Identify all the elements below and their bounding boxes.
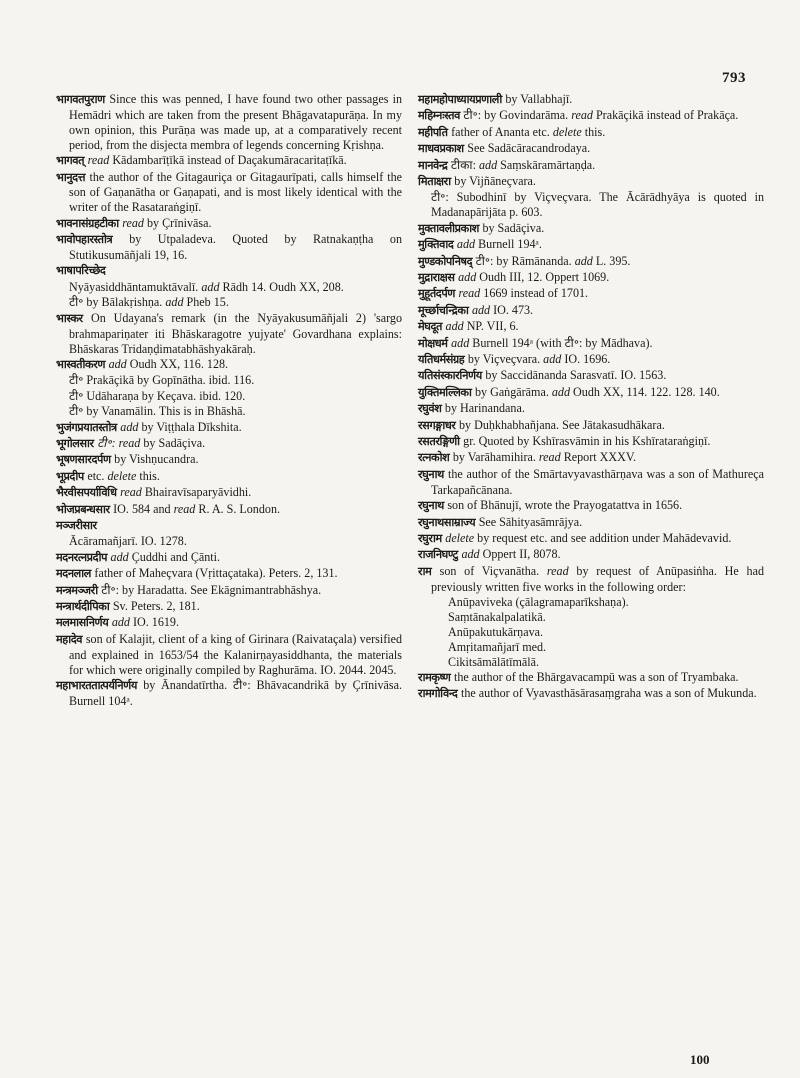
entry-headword: मिताक्षरा	[418, 175, 451, 189]
entry-text: by Vishṇucandra.	[114, 452, 199, 467]
entry-subtext: Nyāyasiddhāntamuktāvalī.	[69, 279, 199, 294]
entry-headword: युक्तिमल्लिका	[418, 385, 472, 399]
index-entry	[56, 311, 402, 357]
index-entry	[56, 469, 402, 485]
index-entry	[56, 295, 402, 310]
index-entry	[56, 518, 402, 534]
index-entry	[56, 357, 402, 373]
index-entry	[418, 270, 764, 286]
entry-instruction: add	[456, 237, 476, 252]
entry-headword: रघुनाथ	[418, 499, 444, 513]
entry-subtext: टी॰ Prakāçikā by Gopīnātha. ibid. 116.	[69, 373, 255, 388]
index-entry	[56, 263, 402, 279]
entry-subtext: टी॰ by Vanamālin. This is in Bhāshā.	[69, 404, 246, 419]
entry-text: Rādh 14. Oudh XX, 208.	[222, 279, 344, 294]
index-entry	[418, 515, 764, 531]
entry-headword: रघुनाथ	[418, 467, 444, 481]
entry-text: the author of the Smārtavyavasthārṇava was a son of Mathureça Tarkapañcānana.	[431, 466, 764, 497]
index-entry	[418, 368, 764, 384]
entry-headword: रघुवंश	[418, 402, 442, 416]
entry-headword: मन्त्रार्थदीपिका	[56, 600, 110, 613]
sublist-item: Saṃtānakalpalatikā.	[448, 610, 546, 624]
entry-text: Pheb 15.	[186, 295, 229, 310]
entry-text: father of Maheçvara (Vṛittaçataka). Peters. 2, 131.	[94, 566, 338, 581]
entry-headword: मोक्षधर्म	[418, 336, 448, 350]
entry-text: by Harinandana.	[444, 401, 525, 416]
entry-headword: महादेव	[56, 632, 83, 646]
index-entry	[56, 232, 402, 263]
index-entry	[418, 498, 764, 514]
entry-headword: भावनासंग्रहटीका	[56, 216, 119, 230]
entry-instruction: read	[87, 153, 110, 168]
entry-instruction: read	[120, 485, 142, 500]
index-entry	[418, 108, 764, 124]
entry-instruction: read	[458, 286, 481, 301]
entry-headword: मुण्डकोपनिषद्	[418, 254, 473, 268]
entry-text-2: Prakāçikā instead of Prakāça.	[595, 108, 739, 123]
entry-text-2: this.	[139, 468, 160, 483]
index-entry	[418, 125, 764, 141]
entry-headword: मदनरत्नप्रदीप	[56, 550, 108, 564]
entry-text: son of Viçvanātha.	[439, 563, 540, 578]
entry-text: Bhairavīsaparyāvidhi.	[144, 485, 252, 500]
entry-text-2: L. 395.	[595, 253, 631, 268]
index-entry	[56, 404, 402, 419]
entry-subtext: Ācāramañjarī. IO. 1278.	[69, 534, 187, 549]
index-entry	[418, 418, 764, 434]
entry-headword: भुजंगप्रयातस्तोत्र	[56, 420, 117, 434]
entry-text: by Varāhamihira.	[452, 450, 536, 465]
entry-headword: भोजप्रबन्धसार	[56, 502, 110, 516]
entry-text: Kādambarīṭīkā instead of Daçakumāracaritaṭīkā.	[112, 153, 347, 168]
index-entry	[418, 547, 764, 563]
entry-text: Sv. Peters. 2, 181.	[112, 599, 200, 613]
entry-instruction: add	[120, 419, 139, 434]
entry-text: Oudh XX, 116. 128.	[129, 356, 229, 371]
index-entry	[418, 450, 764, 466]
entry-headword: रसगङ्गाधर	[418, 418, 456, 432]
entry-subtext: टी॰: Subodhinī by Viçveçvara. The Ācārādhyāya is quoted in Madanapārijāta p. 603.	[431, 190, 764, 220]
entry-text: by Sadāçiva.	[482, 220, 545, 235]
entry-text: Oppert II, 8078.	[482, 547, 561, 562]
entry-text: Çuddhi and Çānti.	[131, 549, 221, 564]
index-entry	[418, 141, 764, 157]
index-entry	[418, 286, 764, 302]
entry-headword: मुहूर्तदर्पण	[418, 287, 455, 301]
index-entry	[56, 485, 402, 501]
index-entry	[418, 352, 764, 368]
entry-text: by Utpaladeva. Quoted by Ratnakaṇṭha on Stutikusumāñjali 19, 16.	[69, 232, 402, 263]
entry-instruction: add	[458, 269, 477, 284]
entry-text: the author of the Gitagauriça or Gitagaurīpati, calls himself the son of Gaṇanātha or Gaṇapati, and is most likely identical with the writer of the Rasataraṅgiṇī.	[69, 169, 402, 215]
entry-text: NP. VII, 6.	[466, 319, 519, 334]
index-entry	[56, 420, 402, 436]
entry-headword: महामहोपाध्यायप्रणाली	[418, 93, 502, 106]
index-entry	[56, 373, 402, 388]
index-entry	[418, 237, 764, 253]
entry-text: by Viṭṭhala Dīkshita.	[141, 419, 242, 434]
entry-text-2: Saṃskāramārtaṇḍa.	[500, 157, 596, 172]
entry-headword: रत्नकोश	[418, 451, 450, 465]
page-number: 793	[722, 70, 746, 86]
index-entry	[56, 615, 402, 631]
entry-headword: राम	[418, 564, 432, 578]
index-entry	[56, 566, 402, 582]
index-entry	[56, 170, 402, 216]
entry-headword: भास्वतीकरण	[56, 357, 106, 371]
entry-text: the author of the Bhārgavacampū was a son of Tryambaka.	[453, 669, 739, 684]
entry-headword: मुक्तिवाद	[418, 238, 454, 252]
entry-headword: भानुदत्त	[56, 170, 86, 184]
entry-headword: भैरवीसपर्याविधि	[56, 486, 117, 500]
sublist-item: Anūpakutukārṇava.	[448, 624, 544, 639]
entry-text: by Çrīnivāsa.	[147, 215, 212, 230]
entry-instruction: add	[461, 547, 480, 562]
entry-text: टीका:	[450, 157, 476, 172]
entry-headword: यतिसंस्कारनिर्णय	[418, 369, 482, 383]
index-entry	[56, 550, 402, 566]
footer-number: 100	[690, 1052, 710, 1067]
entry-text: Burnell 194ᵃ (with टी॰: by Mādhava).	[472, 335, 653, 350]
entry-headword: राजनिघण्टु	[418, 548, 458, 562]
entry-headword: माधवप्रकाश	[418, 142, 464, 156]
index-entry	[56, 452, 402, 468]
entry-instruction: add	[445, 319, 464, 334]
entry-instruction: read	[571, 108, 593, 123]
index-entry	[418, 221, 764, 237]
entry-text: टी॰: by Govindarāma.	[463, 108, 569, 123]
index-entry	[418, 336, 764, 352]
left-column	[56, 92, 402, 709]
index-entry	[56, 502, 402, 518]
entry-headword: भूप्रदीप	[56, 469, 84, 483]
entry-headword: भूगोलसार	[56, 436, 94, 450]
entry-instruction: add	[108, 356, 127, 371]
entry-text: Since this was penned, I have found two other passages in Hemādri which are taken from the present Bhāgavatapurāṇa. In my own opinion, this Purāṇa was made up, at a comparatively recent period, from the disjecta membra of legends concerning Kṛishṇa.	[69, 92, 402, 152]
entry-instruction: add	[551, 384, 571, 399]
entry-headword: मन्त्रमञ्जरी	[56, 583, 98, 597]
entry-headword: रामकृष्ण	[418, 670, 451, 684]
index-entry	[56, 280, 402, 295]
entry-text: by Vallabhajī.	[505, 92, 573, 106]
entry-headword: भागवतपुराण	[56, 93, 105, 106]
entry-subtext: टी॰ Udāharaṇa by Keçava. ibid. 120.	[69, 388, 246, 403]
entry-text: etc.	[87, 468, 105, 483]
entry-instruction: delete	[552, 124, 582, 139]
index-entry	[56, 599, 402, 615]
index-entry	[56, 632, 402, 678]
index-entry	[418, 467, 764, 498]
index-entry	[418, 303, 764, 319]
index-entry	[418, 174, 764, 190]
index-entry	[56, 216, 402, 232]
entry-text: by Gaṅgārāma.	[474, 384, 549, 399]
entry-text: son of Bhānujī, wrote the Prayogatattva in 1656.	[447, 498, 683, 513]
entry-text: टी॰: by Haradatta. See Ekāgnimantrabhāshya.	[101, 582, 322, 597]
entry-instruction-2: delete	[107, 468, 137, 483]
entry-text: On Udayana's remark (in the Nyāyakusumāñjali 2) 'sargo brahmapariṇater iti Bhāskaragotre yujyate' Govardhana explains: Bhāskaras Tridaṇḍimatabhāshyakāraḥ.	[69, 310, 402, 356]
entry-instruction: add	[451, 335, 470, 350]
entry-text: by Viçveçvara.	[467, 352, 541, 366]
index-entry	[56, 534, 402, 549]
index-entry	[418, 670, 764, 686]
index-entry	[418, 92, 764, 108]
entry-headword: महिम्नःस्तव	[418, 109, 460, 123]
entry-text-2: Oudh XX, 114. 122. 128. 140.	[573, 384, 720, 399]
entry-instruction: add	[543, 352, 562, 366]
index-entry	[56, 92, 402, 153]
index-entry	[56, 153, 402, 169]
entry-headword: महाभारततात्पर्यनिर्णय	[56, 679, 137, 693]
entry-text: by Ānandatīrtha. टी॰: Bhāvacandrikā by Çrīnivāsa. Burnell 104ᵃ.	[69, 678, 402, 708]
entry-headword: रघुराम	[418, 531, 442, 545]
entry-text: gr. Quoted by Kshīrasvāmin in his Kshīrataraṅgiṇī.	[463, 434, 711, 449]
index-entry	[418, 434, 764, 450]
index-entry	[56, 678, 402, 709]
entry-text: by Vijñāneçvara.	[454, 174, 536, 189]
index-entry	[418, 531, 764, 547]
entry-headword: भूषणसारदर्पण	[56, 453, 111, 467]
entry-headword: यतिधर्मसंग्रह	[418, 353, 465, 366]
entry-headword: रघुनाथसाम्राज्य	[418, 515, 476, 529]
entry-text-2: Report XXXV.	[563, 450, 637, 465]
index-entry	[418, 254, 764, 270]
entry-text: father of Ananta etc.	[451, 124, 550, 139]
entry-text: Oudh III, 12. Oppert 1069.	[479, 269, 610, 284]
sublist-item: Anūpaviveka (çālagramaparīkshaṇa).	[448, 595, 629, 610]
entry-instruction: add	[110, 549, 129, 564]
entry-instruction: delete	[445, 530, 475, 545]
entry-instruction: टी॰: read	[97, 435, 141, 450]
entry-text: 1669 instead of 1701.	[483, 286, 589, 301]
entry-text: Burnell 194ᵃ.	[478, 237, 542, 252]
entry-text: by Saccidānanda Sarasvatī. IO. 1563.	[485, 368, 667, 383]
entry-text: son of Kalajit, client of a king of Girinara (Raivataçala) versified and explained in 1653/54 the Kalanirṇayasiddhanta, the materials for which were originally compiled by Raghurāma. IO. 2044. 2045.	[69, 631, 402, 677]
entry-instruction: add	[478, 157, 498, 172]
entry-headword: भागवत्	[56, 154, 85, 168]
right-column	[418, 92, 764, 702]
entry-text: टी॰: by Rāmānanda.	[475, 253, 572, 268]
index-entry	[418, 401, 764, 417]
entry-headword: मञ्जरीसार	[56, 518, 97, 532]
entry-headword: रामगोविन्द	[418, 687, 458, 701]
entry-headword: भाषापरिच्छेद	[56, 264, 106, 278]
entry-instruction: add	[165, 295, 184, 310]
entry-text-2: this.	[584, 124, 606, 139]
index-entry	[418, 686, 764, 702]
entry-instruction: read	[173, 501, 196, 516]
entry-text: See Sadācāracandrodaya.	[467, 141, 591, 156]
entry-headword: मानवेन्द्र	[418, 158, 448, 172]
entry-headword: भावोपहारस्तोत्र	[56, 233, 113, 247]
entry-headword: भास्कर	[56, 311, 83, 325]
entry-instruction: add	[471, 302, 491, 317]
entry-sublist	[418, 595, 764, 670]
entry-subtext: टी॰ by Bālakṛishṇa.	[69, 295, 163, 310]
entry-text: IO. 473.	[493, 302, 534, 317]
entry-text: by Duḥkhabhañjana. See Jātakasudhākara.	[458, 417, 665, 432]
entry-headword: मुक्तावलीप्रकाश	[418, 221, 479, 235]
entry-headword: मेघदूत	[418, 320, 443, 334]
entry-text: See Sāhityasāmrājya.	[478, 514, 583, 529]
entry-instruction: add	[111, 615, 130, 630]
sublist-item: Amṛitamañjarī med.	[448, 639, 547, 654]
entry-text: the author of Vyavasthāsārasaṃgraha was a son of Mukunda.	[460, 686, 757, 701]
entry-text-2: by request of Anūpasiṅha. He had previously written five works in the following order:	[431, 563, 764, 594]
entry-instruction: read	[538, 450, 561, 465]
entry-instruction: read	[546, 563, 569, 578]
entry-text: by request etc. and see addition under Mahādevavid.	[477, 530, 732, 545]
entry-headword: मूर्च्छाचन्द्रिका	[418, 303, 469, 317]
entry-headword: मदनलाल	[56, 567, 91, 581]
index-entry	[418, 158, 764, 174]
index-entry	[56, 583, 402, 599]
entry-headword: मलमासनिर्णय	[56, 616, 109, 630]
entry-text: by Sadāçiva.	[143, 435, 206, 450]
entry-headword: मुद्राराक्षस	[418, 270, 455, 284]
sublist-item: Cikitsāmālātīmālā.	[448, 654, 540, 669]
entry-headword: महीपति	[418, 125, 448, 139]
entry-instruction: add	[201, 279, 220, 294]
index-entry	[56, 436, 402, 452]
index-entry	[418, 385, 764, 401]
entry-instruction: add	[574, 253, 593, 268]
entry-text-2: R. A. S. London.	[198, 501, 281, 516]
index-entry	[418, 190, 764, 220]
index-entry	[418, 564, 764, 595]
entry-text: IO. 1619.	[132, 615, 180, 630]
entry-instruction: read	[122, 215, 144, 230]
index-entry	[418, 319, 764, 335]
index-entry	[56, 389, 402, 404]
entry-text-2: IO. 1696.	[564, 352, 611, 366]
entry-headword: रसतरङ्गिणी	[418, 435, 460, 449]
entry-text: IO. 584 and	[113, 501, 171, 516]
